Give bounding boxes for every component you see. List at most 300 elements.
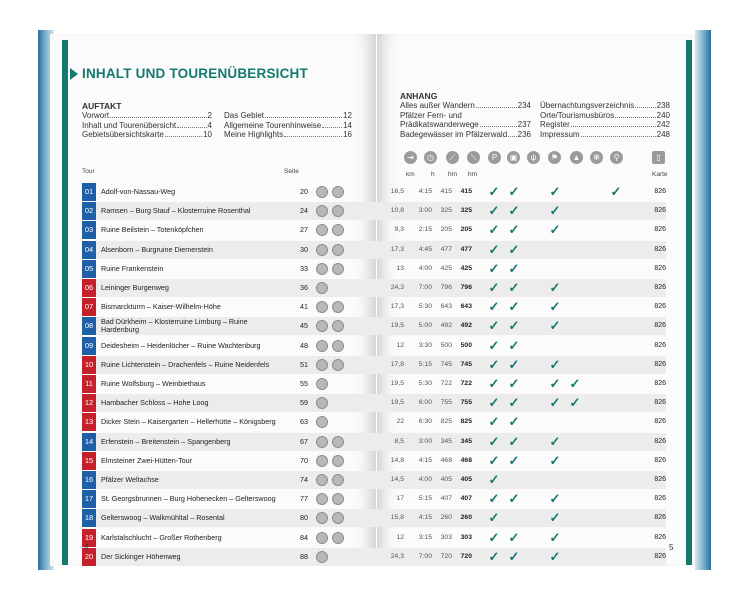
check-icon: ✓ [508, 491, 520, 507]
check-icon: ✓ [508, 318, 520, 334]
check-icon: ✓ [488, 299, 500, 315]
auftakt-entry-title: Das Gebiet [224, 111, 265, 120]
tour-map: 826 [654, 418, 666, 426]
table-row[interactable] [82, 336, 666, 356]
tour-h: 5:15 [418, 360, 432, 368]
tour-page: 45 [300, 321, 308, 331]
tour-hm1: 643 [440, 303, 452, 311]
tour-name: Hambacher Schloss – Hohe Loog [101, 398, 209, 408]
tour-map: 826 [654, 322, 666, 330]
check-icon: ✓ [488, 376, 500, 391]
auftakt-entry-title: Gebietsübersichtskarte [82, 130, 164, 139]
tour-page: 27 [300, 225, 308, 235]
tour-map: 826 [654, 533, 666, 541]
table-row[interactable] [82, 393, 666, 413]
family-icon [332, 263, 344, 275]
check-icon: ✓ [488, 395, 500, 411]
book-edge-right [695, 30, 711, 570]
tour-number: 09 [82, 337, 96, 355]
anhang-entry-title: Alles außer Wandern [400, 101, 475, 110]
tour-number: 14 [82, 433, 96, 451]
tour-name: Ruine Wolfsburg – Weinbiethaus [101, 379, 206, 388]
tour-h: 4:00 [418, 476, 432, 483]
signpost-icon: ⇥ [404, 151, 417, 164]
check-icon: ✓ [488, 280, 500, 295]
tour-hm2: 720 [460, 552, 472, 560]
tour-map: 826 [654, 380, 666, 387]
anhang-entry-page: 234 [517, 101, 531, 110]
tour-map: 826 [654, 245, 666, 253]
tour-h: 5:15 [418, 495, 432, 503]
dot-leader [177, 121, 206, 128]
page-number-right: 5 [669, 543, 674, 552]
tour-hm2: 825 [460, 418, 472, 426]
tour-number: 05 [82, 260, 96, 278]
tour-page: 24 [300, 206, 308, 216]
tour-hm2: 722 [460, 380, 472, 387]
check-icon: ✓ [488, 356, 500, 372]
tour-name: Elmsteiner Zwei-Hütten-Tour [101, 455, 193, 465]
tour-number: 06 [82, 279, 96, 297]
anhang-entry[interactable] [540, 101, 670, 110]
anhang-entry-page: 238 [656, 101, 670, 110]
anhang-entry-title: Pfälzer Fern- und [400, 110, 462, 120]
tour-name: Ruine Beilstein – Totenköpfchen [101, 225, 204, 235]
auftakt-entry[interactable] [82, 111, 212, 120]
tour-hm2: 260 [460, 514, 472, 522]
tour-hm2: 325 [460, 207, 472, 215]
header-tour: Tour [82, 168, 95, 175]
tour-h: 6:30 [418, 418, 432, 426]
check-icon: ✓ [508, 222, 520, 238]
tour-number: 16 [82, 471, 96, 489]
tour-number: 04 [82, 241, 96, 259]
check-icon: ✓ [508, 299, 520, 315]
table-row[interactable] [82, 220, 666, 240]
tour-h: 3:30 [418, 341, 432, 349]
slope-down-icon: ⟍ [467, 151, 480, 164]
tour-page: 74 [300, 475, 308, 484]
auftakt-entry[interactable] [224, 121, 352, 130]
tour-name: Ruine Lichtenstein – Drachenfels – Ruine Neidenfels [101, 359, 270, 369]
check-icon: ✓ [488, 548, 500, 564]
tour-page: 84 [300, 532, 308, 542]
tour-page: 30 [300, 244, 308, 254]
tour-hm2: 468 [460, 456, 472, 464]
tour-hm1: 325 [440, 207, 452, 215]
difficulty-icon [316, 551, 328, 563]
check-icon: ✓ [488, 472, 500, 487]
tour-hm2: 415 [460, 188, 472, 195]
header-karte: Karte [652, 171, 668, 178]
dot-leader [476, 101, 517, 108]
auftakt-heading: AUFTAKT [82, 101, 122, 111]
check-icon: ✓ [549, 299, 561, 315]
tour-hm2: 745 [460, 360, 472, 368]
tour-map: 826 [654, 264, 666, 272]
dot-leader [508, 130, 516, 137]
tour-name: Bismarckturm – Kaiser-Wilhelm-Höhe [101, 302, 221, 312]
header-hm-down: hm [468, 171, 478, 178]
family-icon [332, 474, 344, 486]
check-icon: ✓ [549, 395, 561, 411]
tour-h: 7:00 [418, 552, 432, 560]
tour-km: 17,3 [390, 303, 404, 311]
anhang-entry[interactable] [540, 130, 670, 139]
auftakt-entry-title: Inhalt und Tourenübersicht [82, 120, 177, 130]
tour-number: 11 [82, 375, 96, 393]
tour-h: 3:00 [418, 207, 432, 215]
auftakt-entry-page: 2 [207, 111, 212, 120]
green-margin-left [62, 40, 68, 565]
tour-km: 22 [396, 418, 404, 426]
check-icon: ✓ [508, 395, 520, 411]
parking-icon: P [488, 151, 501, 164]
tour-h: 6:00 [418, 399, 432, 407]
tour-map: 826 [654, 341, 666, 349]
tour-page: 77 [300, 494, 308, 504]
bike-icon: ⚲ [610, 151, 623, 164]
difficulty-icon [316, 455, 328, 467]
dot-leader [480, 120, 517, 127]
table-row[interactable] [82, 201, 666, 221]
tour-hm1: 796 [440, 284, 452, 291]
tour-number: 13 [82, 413, 96, 431]
check-icon: ✓ [508, 433, 520, 449]
tour-map: 826 [654, 399, 666, 407]
check-icon: ✓ [488, 510, 500, 526]
tour-hm1: 755 [440, 399, 452, 407]
anhang-entry-page: 248 [656, 129, 670, 139]
tour-km: 10,8 [390, 207, 404, 215]
bus-icon: ▣ [507, 151, 520, 164]
tour-h: 4:15 [418, 514, 432, 522]
tour-number: 19 [82, 529, 96, 547]
tour-hm2: 405 [460, 476, 472, 483]
tour-map: 826 [654, 303, 666, 311]
check-icon: ✓ [488, 529, 500, 545]
difficulty-icon [316, 244, 328, 256]
table-row[interactable] [82, 316, 666, 336]
auftakt-entry[interactable] [224, 130, 352, 139]
difficulty-icon [316, 532, 328, 544]
tour-km: 12 [396, 341, 404, 349]
anhang-entry[interactable] [400, 120, 531, 129]
tour-h: 4:45 [418, 245, 432, 253]
header-h: h [431, 171, 435, 178]
tour-number: 07 [82, 298, 96, 316]
tour-h: 5:30 [418, 380, 432, 387]
title-arrow-icon [70, 68, 78, 80]
tour-map: 826 [654, 552, 666, 560]
check-icon: ✓ [549, 318, 561, 334]
tour-name: Ruine Frankenstein [101, 263, 164, 273]
tour-hm1: 492 [440, 322, 452, 330]
tour-map: 826 [654, 437, 666, 445]
tour-h: 7:00 [418, 284, 432, 291]
check-icon: ✓ [549, 433, 561, 449]
check-icon: ✓ [508, 260, 520, 276]
difficulty-icon [316, 340, 328, 352]
table-row[interactable] [82, 278, 666, 298]
check-icon: ✓ [569, 376, 581, 391]
tour-name: Karlstalschlucht – Großer Rothenberg [101, 532, 222, 542]
tour-map: 826 [654, 207, 666, 215]
tour-km: 19,5 [390, 399, 404, 407]
anhang-entry-title: Impressum [540, 129, 580, 139]
difficulty-icon [316, 378, 328, 390]
tour-h: 3:15 [418, 533, 432, 541]
check-icon: ✓ [549, 184, 561, 199]
check-icon: ✓ [610, 184, 622, 199]
table-row[interactable] [82, 432, 666, 452]
anhang-entry-title: Übernachtungsverzeichnis [540, 101, 635, 110]
tour-km: 19,5 [390, 380, 404, 387]
tour-hm1: 477 [440, 245, 452, 253]
table-row[interactable] [82, 489, 666, 509]
dot-leader [110, 111, 206, 118]
table-row[interactable] [82, 451, 666, 471]
tour-km: 14,5 [390, 476, 404, 483]
table-row[interactable] [82, 182, 666, 202]
anhang-entry-page: 240 [656, 110, 670, 120]
check-icon: ✓ [508, 241, 520, 257]
anhang-entry[interactable] [400, 111, 531, 120]
tour-km: 14,8 [390, 456, 404, 464]
tour-page: 51 [300, 359, 308, 369]
tour-number: 01 [82, 183, 96, 201]
tour-km: 17,3 [390, 245, 404, 253]
check-icon: ✓ [508, 529, 520, 545]
tour-name: Bad Dürkheim – Klosterruine Limburg – Ruine Hardenburg [101, 317, 248, 335]
tour-map: 826 [654, 456, 666, 464]
table-row[interactable] [82, 528, 666, 548]
tour-hm1: 303 [440, 533, 452, 541]
tour-km: 24,3 [390, 284, 404, 291]
tour-hm1: 405 [440, 476, 452, 483]
anhang-heading: ANHANG [400, 91, 438, 101]
table-row[interactable] [82, 547, 666, 567]
tour-hm1: 345 [440, 437, 452, 445]
tour-km: 13 [396, 264, 404, 272]
anhang-entry-page: 242 [656, 120, 670, 129]
anhang-entry-title: Register [540, 120, 570, 129]
table-row[interactable] [82, 508, 666, 528]
table-row[interactable] [82, 297, 666, 317]
tour-page: 70 [300, 455, 308, 465]
auftakt-entry-page: 16 [343, 130, 352, 139]
tour-number: 15 [82, 452, 96, 470]
check-icon: ✓ [488, 452, 500, 468]
tour-hm2: 205 [460, 226, 472, 234]
green-margin-right [686, 40, 692, 565]
anhang-entry-title: Prädikatswanderwege [400, 120, 479, 129]
tour-number: 08 [82, 317, 96, 335]
check-icon: ✓ [508, 356, 520, 372]
mountain-icon: ▲ [570, 151, 583, 164]
tour-hm2: 755 [460, 399, 472, 407]
tour-name: Leininger Burgenweg [101, 283, 169, 292]
tour-page: 20 [300, 187, 308, 196]
tour-name: Ramsen – Burg Stauf – Klosterruine Rosenthal [101, 206, 251, 216]
table-row[interactable] [82, 355, 666, 375]
table-row[interactable] [82, 259, 666, 279]
auftakt-entry-title: Vorwort [82, 111, 110, 120]
check-icon: ✓ [508, 452, 520, 468]
phone-icon: ▯ [652, 151, 665, 164]
page-number-left: 4 [84, 543, 89, 552]
tour-number: 18 [82, 509, 96, 527]
page-title: INHALT UND TOURENÜBERSICHT [82, 66, 308, 81]
tour-page: 55 [300, 379, 308, 388]
check-icon: ✓ [569, 395, 581, 411]
tour-name: Dicker Stein – Kaisergarten – Hellerhütte – Königsberg [101, 417, 276, 427]
tour-number: 12 [82, 394, 96, 412]
tour-name: Gelterswoog – Walkmühltal – Rosental [101, 513, 225, 523]
difficulty-icon [316, 186, 328, 198]
tour-name: Alsenborn – Burgruine Diemerstein [101, 244, 213, 254]
check-icon: ✓ [549, 203, 561, 219]
tour-km: 19,5 [390, 322, 404, 330]
auftakt-entry[interactable] [224, 111, 352, 120]
dot-leader [635, 101, 655, 108]
tour-km: 8,5 [394, 437, 404, 445]
tour-hm1: 720 [440, 552, 452, 560]
check-icon: ✓ [549, 491, 561, 507]
tour-page: 33 [300, 263, 308, 273]
tour-name: St. Georgsbrunnen – Burg Hohenecken – Gelterswoog [101, 494, 276, 504]
winter-icon: ✻ [590, 151, 603, 164]
difficulty-icon [316, 263, 328, 275]
check-icon: ✓ [488, 491, 500, 507]
table-row[interactable] [82, 240, 666, 260]
tour-hm1: 407 [440, 495, 452, 503]
tour-hm2: 425 [460, 264, 472, 272]
auftakt-entry-title: Allgemeine Tourenhinweise [224, 120, 322, 130]
tour-name: Adolf-von-Nassau-Weg [101, 187, 176, 196]
anhang-entry-title: Badegewässer im Pfälzerwald [400, 129, 508, 139]
clock-icon: ◷ [424, 151, 437, 164]
tour-h: 5:30 [418, 303, 432, 311]
check-icon: ✓ [549, 356, 561, 372]
difficulty-icon [316, 282, 328, 294]
tour-km: 17,8 [390, 360, 404, 368]
dot-leader [615, 111, 655, 118]
check-icon: ✓ [488, 433, 500, 449]
check-icon: ✓ [508, 203, 520, 219]
tour-hm1: 722 [440, 380, 452, 387]
tour-h: 3:00 [418, 437, 432, 445]
header-hm-up: hm [448, 171, 458, 178]
tour-page: 63 [300, 417, 308, 427]
tour-hm2: 303 [460, 533, 472, 541]
tour-name: Deidesheim – Heidenlöcher – Ruine Wachtenburg [101, 340, 261, 350]
tour-hm2: 492 [460, 322, 472, 330]
check-icon: ✓ [549, 529, 561, 545]
tour-h: 4:00 [418, 264, 432, 272]
tour-hm2: 643 [460, 303, 472, 311]
anhang-entry[interactable] [400, 130, 531, 139]
playground-icon: ⚑ [548, 151, 561, 164]
check-icon: ✓ [549, 510, 561, 526]
anhang-entry[interactable] [540, 111, 670, 120]
check-icon: ✓ [488, 337, 500, 353]
tour-map: 826 [654, 284, 666, 291]
check-icon: ✓ [488, 260, 500, 276]
tour-page: 36 [300, 283, 308, 292]
tour-name: Pfälzer Weltachse [101, 475, 159, 484]
tour-hm1: 500 [440, 341, 452, 349]
tour-number: 02 [82, 202, 96, 220]
check-icon: ✓ [508, 376, 520, 391]
tour-h: 2:15 [418, 226, 432, 234]
tour-hm1: 260 [440, 514, 452, 522]
auftakt-entry[interactable] [82, 121, 212, 130]
dot-leader [322, 121, 342, 128]
check-icon: ✓ [508, 184, 520, 199]
family-icon [332, 244, 344, 256]
anhang-entry-page: 237 [517, 120, 531, 129]
family-icon [332, 455, 344, 467]
check-icon: ✓ [508, 548, 520, 564]
tour-name: Der Sickinger Höhenweg [101, 551, 181, 561]
check-icon: ✓ [488, 203, 500, 219]
tour-h: 4:15 [418, 188, 432, 195]
tour-number: 20 [82, 548, 96, 566]
tour-number: 10 [82, 356, 96, 374]
table-row[interactable] [82, 412, 666, 432]
auftakt-entry-page: 4 [207, 120, 212, 130]
tour-map: 826 [654, 476, 666, 483]
tour-hm1: 468 [440, 456, 452, 464]
family-icon [332, 532, 344, 544]
dot-leader [581, 130, 656, 137]
tour-hm1: 825 [440, 418, 452, 426]
auftakt-entry[interactable] [82, 130, 212, 139]
check-icon: ✓ [508, 337, 520, 353]
tour-km: 17 [396, 495, 404, 503]
dot-leader [265, 111, 342, 118]
tour-km: 15,8 [390, 514, 404, 522]
tour-hm1: 745 [440, 360, 452, 368]
difficulty-icon [316, 474, 328, 486]
tour-km: 24,3 [390, 552, 404, 560]
tour-page: 80 [300, 513, 308, 523]
tour-page: 41 [300, 302, 308, 312]
check-icon: ✓ [488, 318, 500, 334]
tour-km: 9,3 [394, 226, 404, 234]
difficulty-icon [316, 436, 328, 448]
tour-page: 67 [300, 436, 308, 446]
tour-map: 826 [654, 514, 666, 522]
check-icon: ✓ [508, 280, 520, 295]
tour-hm2: 796 [460, 284, 472, 291]
table-row[interactable] [82, 470, 666, 490]
anhang-entry[interactable] [540, 120, 670, 129]
check-icon: ✓ [488, 222, 500, 238]
check-icon: ✓ [488, 241, 500, 257]
tour-name: Erfenstein – Breitenstein – Spangenberg [101, 436, 231, 446]
anhang-entry-title: Orte/Tourismusbüros [540, 110, 615, 120]
tour-number: 17 [82, 490, 96, 508]
tour-km: 12 [396, 533, 404, 541]
auftakt-entry-page: 14 [343, 120, 352, 130]
table-row[interactable] [82, 374, 666, 394]
tour-map: 826 [654, 495, 666, 503]
auftakt-entry-title: Meine Highlights [224, 130, 284, 139]
anhang-entry[interactable] [400, 101, 531, 110]
slope-icon: ⟋ [446, 151, 459, 164]
